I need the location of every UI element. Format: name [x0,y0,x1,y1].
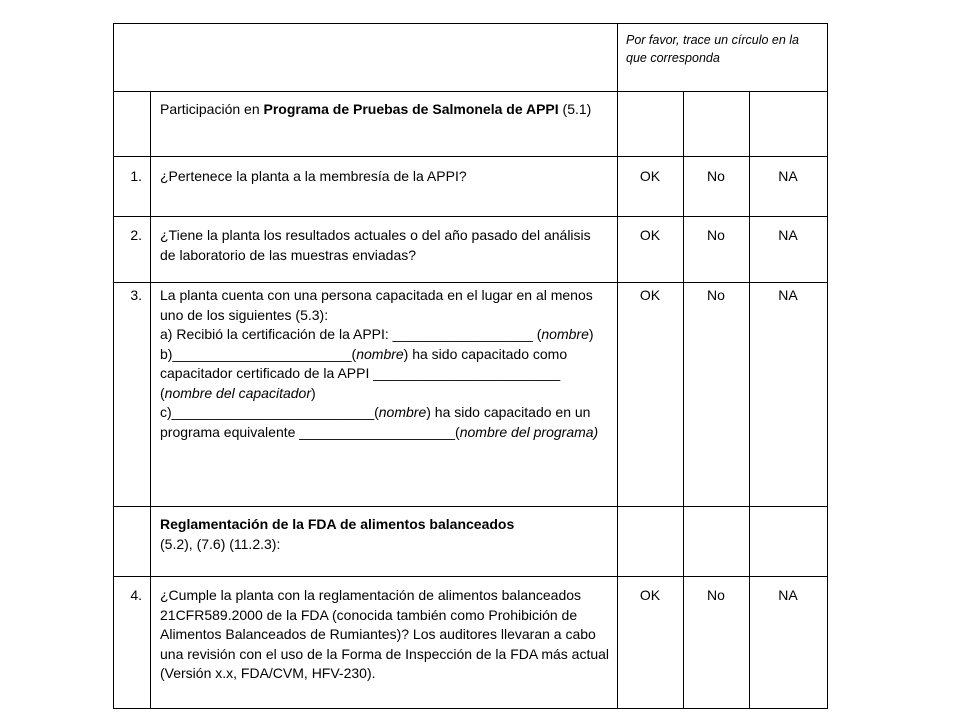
option-ok[interactable]: OK [639,168,661,184]
option-ok[interactable]: OK [639,287,661,303]
option-b-close: ) [310,384,316,401]
option-a-name-hint: nombre [541,326,589,342]
section-fda-reference: (5.2), (7.6) (11.2.3): [160,535,281,552]
option-ok[interactable]: OK [639,587,661,603]
option-na[interactable]: NA [778,287,798,303]
section-participation-heading [160,100,610,120]
option-b-name-hint: nombre [356,345,404,362]
option-no[interactable]: No [707,168,725,184]
row-divider [113,282,827,283]
question-number: 3. [130,287,142,303]
row-divider [113,216,827,217]
option-c-name-hint: nombre [378,404,427,420]
row-divider [113,156,827,157]
option-a-text: a) Recibió la certificación de la APPI: __________________ [160,326,533,342]
option-b-trainer-hint: nombre del capacitador [164,384,311,401]
question-text: ¿Tiene la planta los resultados actuales o del año pasado del análisis de laboratorio de las muestras enviadas? [160,227,595,263]
option-no[interactable]: No [707,587,725,603]
section-intro: Participación en [160,101,264,117]
option-c-start: c)__________________________( [160,404,379,420]
option-na[interactable]: NA [778,227,798,243]
question-number: 2. [130,227,142,243]
section-program-name: Programa de Pruebas de Salmonela de APPI [263,101,559,117]
option-no[interactable]: No [707,227,725,243]
column-divider [617,23,618,709]
header-instruction: Por favor, trace un círculo en la que corresponda [626,33,803,65]
option-c-end: ) ha sido capacitado en un programa equivalente ____________________( [160,404,595,440]
section-reference: (5.1) [558,101,592,117]
table-border-top [113,23,827,24]
question-number: 1. [130,168,142,184]
table-border-right [827,23,828,709]
option-c-program-hint: nombre del programa) [459,423,599,440]
question-text: ¿Pertenece la planta a la membresía de la APPI? [160,168,467,184]
section-fda-title: Reglamentación de la FDA de alimentos balanceados [160,516,515,532]
question-text: La planta cuenta con una persona capacitada en el lugar en al menos uno de los siguientes (5.3): a) Recibió la certificación de la APPI: __________________ (nombre) b)_______________________(nombre) ha sido capacitado como capacitador certificado de la APPI ________________________ (nombre del capacitador) c)__________________________(nombre) ha sido capacitado en un programa equivalente ____________________(nombre del programa) [160,287,599,440]
table-border-left [113,23,114,709]
section-fda-heading [160,515,610,554]
question-text: ¿Cumple la planta con la reglamentación de alimentos balanceados 21CFR589.2000 de la FDA (conocida también como Prohibición de Alimentos Balanceados de Rumiantes)? Los auditores llevaran a cabo una revisión con el uso de la Forma de Inspección de la FDA más actual (Versión x.x, FDA/CVM, HFV-230). [160,587,613,681]
option-na[interactable]: NA [778,587,798,603]
row-divider [113,576,827,577]
column-divider [150,91,151,709]
option-ok[interactable]: OK [639,227,661,243]
option-b-end: ) ha sido capacitado como capacitador certificado de la APPI [160,345,571,381]
table-border-bottom [113,708,827,709]
option-b-blank: ________________________ ( [160,365,564,401]
question-intro: La planta cuenta con una persona capacitada en el lugar en al menos uno de los siguientes (5.3): [160,287,597,323]
option-na[interactable]: NA [778,168,798,184]
option-no[interactable]: No [707,287,725,303]
question-number: 4. [130,587,142,603]
option-b-start: b)_______________________( [160,345,357,362]
row-divider [113,91,827,92]
row-divider [113,506,827,507]
